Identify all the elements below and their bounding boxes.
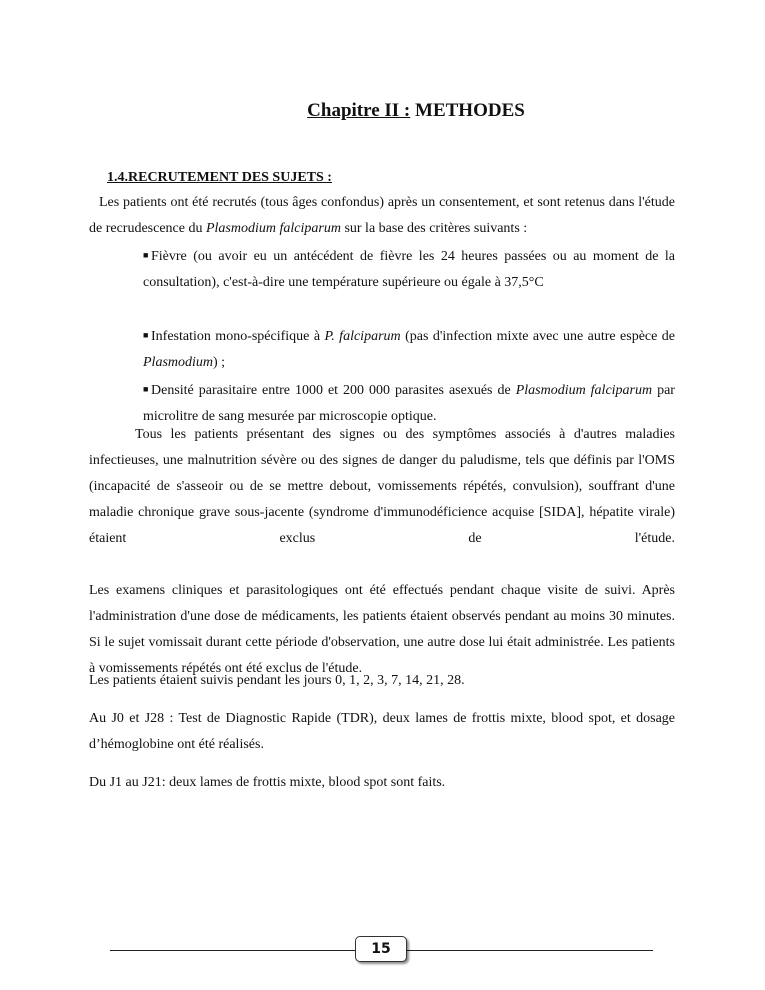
chapter-title	[0, 99, 765, 123]
intro-text-1: Les patients ont été recrutés (tous âges confondus) après un consentement, et sont retenus dans l'étude de recrudescence du	[89, 195, 675, 236]
chapter-prefix: Chapitre II :	[307, 100, 411, 121]
criterion-infestation	[89, 322, 675, 376]
footer-rule-left	[110, 950, 355, 951]
criterion-infestation-text: Infestation mono-spécifique à	[151, 329, 325, 344]
chapter-name: METHODES	[415, 100, 525, 121]
criterion-density-end: par microlitre de sang mesurée par microscopie optique.	[143, 383, 675, 424]
criterion-fever	[89, 242, 675, 322]
criterion-density-text: Densité parasitaire entre 1000 et 200 000 parasites asexués de	[151, 383, 516, 398]
followup-paragraph: Les patients étaient suivis pendant les jours 0, 1, 2, 3, 7, 14, 21, 28.	[89, 673, 465, 688]
exclusion-paragraph: Tous les patients présentant des signes ou des symptômes associés à d'autres maladies infectieuses, une malnutrition sévère ou des signes de danger du paludisme, tels que définis par l'OMS (incapacité de s'asseoir ou de se mettre debout, vomissements répétés, convulsion), souffrant d'une maladie chronique grave sous-jacente (syndrome d'immunodéficience acquise [SIDA], hépatite virale) étaient exclus de l'étude.	[89, 427, 675, 546]
j1-j21-paragraph: Du J1 au J21: deux lames de frottis mixte, blood spot sont faits.	[89, 775, 446, 790]
bullet-icon: ■	[143, 330, 149, 340]
page-number: 15	[355, 936, 407, 962]
footer-rule-right	[407, 950, 653, 951]
criterion-infestation-end: ) ;	[213, 355, 226, 370]
criterion-infestation-species: P. falciparum	[324, 329, 401, 344]
criterion-infestation-genus: Plasmodium	[143, 355, 213, 370]
exclusion-and-exams-block	[89, 422, 675, 682]
recruitment-block	[89, 190, 675, 430]
section-heading: 1.4.RECRUTEMENT DES SUJETS :	[107, 170, 332, 185]
bullet-icon: ■	[143, 250, 149, 260]
criterion-fever-text: Fièvre (ou avoir eu un antécédent de fièvre les 24 heures passées ou au moment de la consultation), c'est-à-dire une température supérieure ou égale à 37,5°C	[143, 249, 675, 290]
intro-species: Plasmodium falciparum	[205, 221, 341, 236]
j0-j28-paragraph: Au J0 et J28 : Test de Diagnostic Rapide (TDR), deux lames de frottis mixte, blood spot, et dosage d’hémoglobine ont été réalisés.	[89, 711, 675, 752]
intro-text-2: sur la base des critères suivants :	[340, 221, 528, 236]
bullet-icon: ■	[143, 384, 149, 394]
criterion-infestation-mid: (pas d'infection mixte avec une autre espèce de	[400, 329, 676, 344]
intro-paragraph	[89, 190, 675, 242]
criterion-density-species: Plasmodium falciparum	[515, 383, 653, 398]
exams-paragraph: Les examens cliniques et parasitologiques ont été effectués pendant chaque visite de suivi. Après l'administration d'une dose de médicaments, les patients étaient observés pendant au moins 30 minutes. Si le sujet vomissait durant cette période d'observation, une autre dose lui était administrée. Les patients à vomissements répétés ont été exclus de l'étude.	[89, 583, 675, 676]
